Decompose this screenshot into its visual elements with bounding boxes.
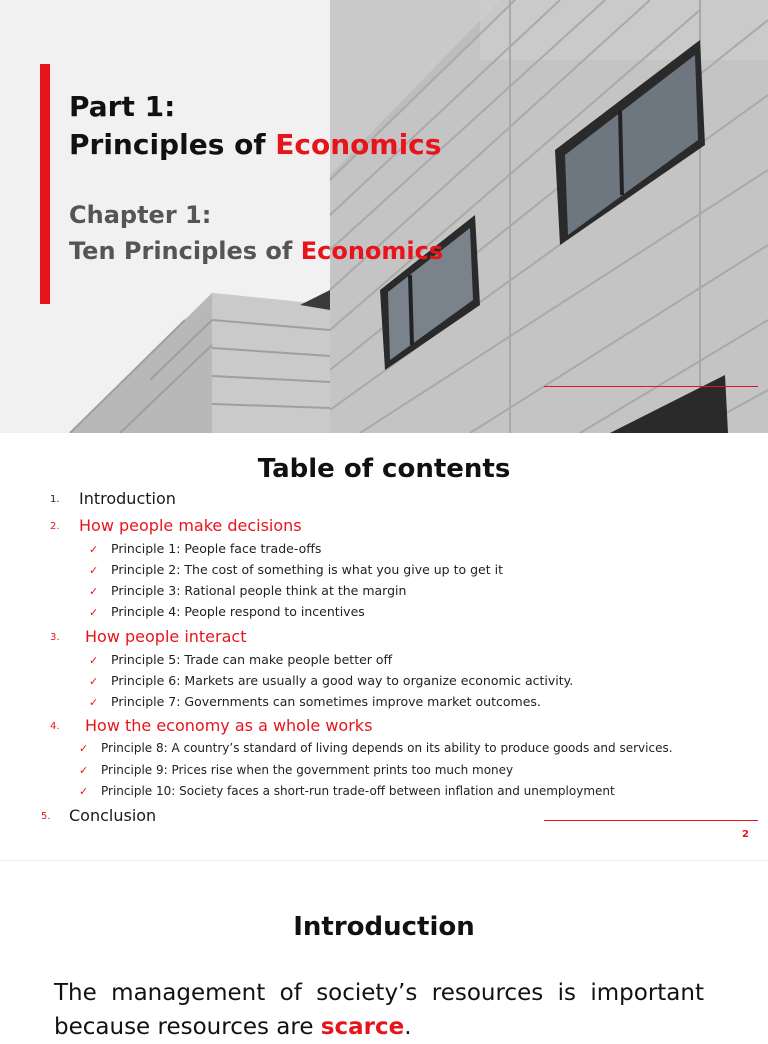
check-icon: ✓ — [89, 606, 99, 619]
page-footer-line — [544, 820, 758, 821]
principle-text: Principle 5: Trade can make people better off — [111, 652, 393, 667]
chapter-title — [69, 197, 443, 269]
check-icon: ✓ — [89, 696, 99, 709]
toc-section-number: 2. — [50, 521, 60, 532]
check-icon: ✓ — [79, 764, 89, 777]
toc-principle-item — [89, 652, 392, 667]
toc-principle-item — [79, 784, 615, 798]
toc-section-decisions: How people make decisions — [79, 516, 302, 535]
check-icon: ✓ — [89, 654, 99, 667]
check-icon: ✓ — [89, 585, 99, 598]
toc-section-conclusion: Conclusion — [69, 806, 157, 825]
toc-principle-item — [79, 741, 673, 755]
title-accent-bar — [40, 64, 50, 304]
toc-section-number: 4. — [50, 721, 60, 732]
principle-text: Principle 10: Society faces a short-run trade-off between inflation and unemployment — [101, 784, 615, 798]
intro-text-prefix: The management of society’s resources is important because resources are — [54, 980, 704, 1040]
intro-text-highlight: scarce — [320, 1014, 405, 1040]
cover-divider-line — [544, 386, 758, 387]
principle-text: Principle 4: People respond to incentives — [111, 604, 365, 619]
check-icon: ✓ — [79, 742, 89, 755]
principle-text: Principle 3: Rational people think at the margin — [111, 583, 407, 598]
page-number: 2 — [742, 829, 749, 840]
chapter-subtitle-prefix: Ten Principles of — [69, 237, 301, 265]
toc-principle-item — [79, 763, 513, 777]
check-icon: ✓ — [79, 785, 89, 798]
cover-section — [0, 0, 768, 433]
toc-principle-item — [89, 583, 406, 598]
principle-text: Principle 8: A country’s standard of living depends on its ability to produce goods and services. — [101, 741, 673, 755]
toc-section-number: 5. — [41, 811, 51, 822]
part-title — [69, 88, 441, 164]
principle-text: Principle 1: People face trade-offs — [111, 541, 322, 556]
toc-section-number: 3. — [50, 632, 60, 643]
toc-principle-item — [89, 604, 365, 619]
intro-text-suffix: . — [404, 1014, 412, 1040]
principle-text: Principle 7: Governments can sometimes improve market outcomes. — [111, 694, 541, 709]
part-subtitle-prefix: Principles of — [69, 128, 276, 161]
principle-text: Principle 6: Markets are usually a good way to organize economic activity. — [111, 673, 574, 688]
toc-title: Table of contents — [257, 454, 511, 484]
toc-section-number: 1. — [50, 494, 60, 505]
toc-section-introduction: Introduction — [79, 489, 176, 508]
part-label: Part 1: — [69, 90, 176, 123]
toc-principle-item — [89, 694, 541, 709]
intro-paragraph — [54, 976, 704, 1044]
toc-principle-item — [89, 562, 503, 577]
principle-text: Principle 9: Prices rise when the government prints too much money — [101, 763, 514, 777]
toc-section-economy: How the economy as a whole works — [85, 716, 373, 735]
chapter-subtitle-highlight: Economics — [300, 237, 444, 265]
intro-title: Introduction — [293, 912, 475, 942]
check-icon: ✓ — [89, 564, 99, 577]
part-subtitle-highlight: Economics — [275, 128, 442, 161]
check-icon: ✓ — [89, 675, 99, 688]
check-icon: ✓ — [89, 543, 99, 556]
toc-principle-item — [89, 673, 573, 688]
toc-principle-item — [89, 541, 321, 556]
page-break — [0, 860, 768, 861]
principle-text: Principle 2: The cost of something is what you give up to get it — [111, 562, 503, 577]
chapter-label: Chapter 1: — [69, 201, 212, 229]
toc-section-interact: How people interact — [85, 627, 247, 646]
